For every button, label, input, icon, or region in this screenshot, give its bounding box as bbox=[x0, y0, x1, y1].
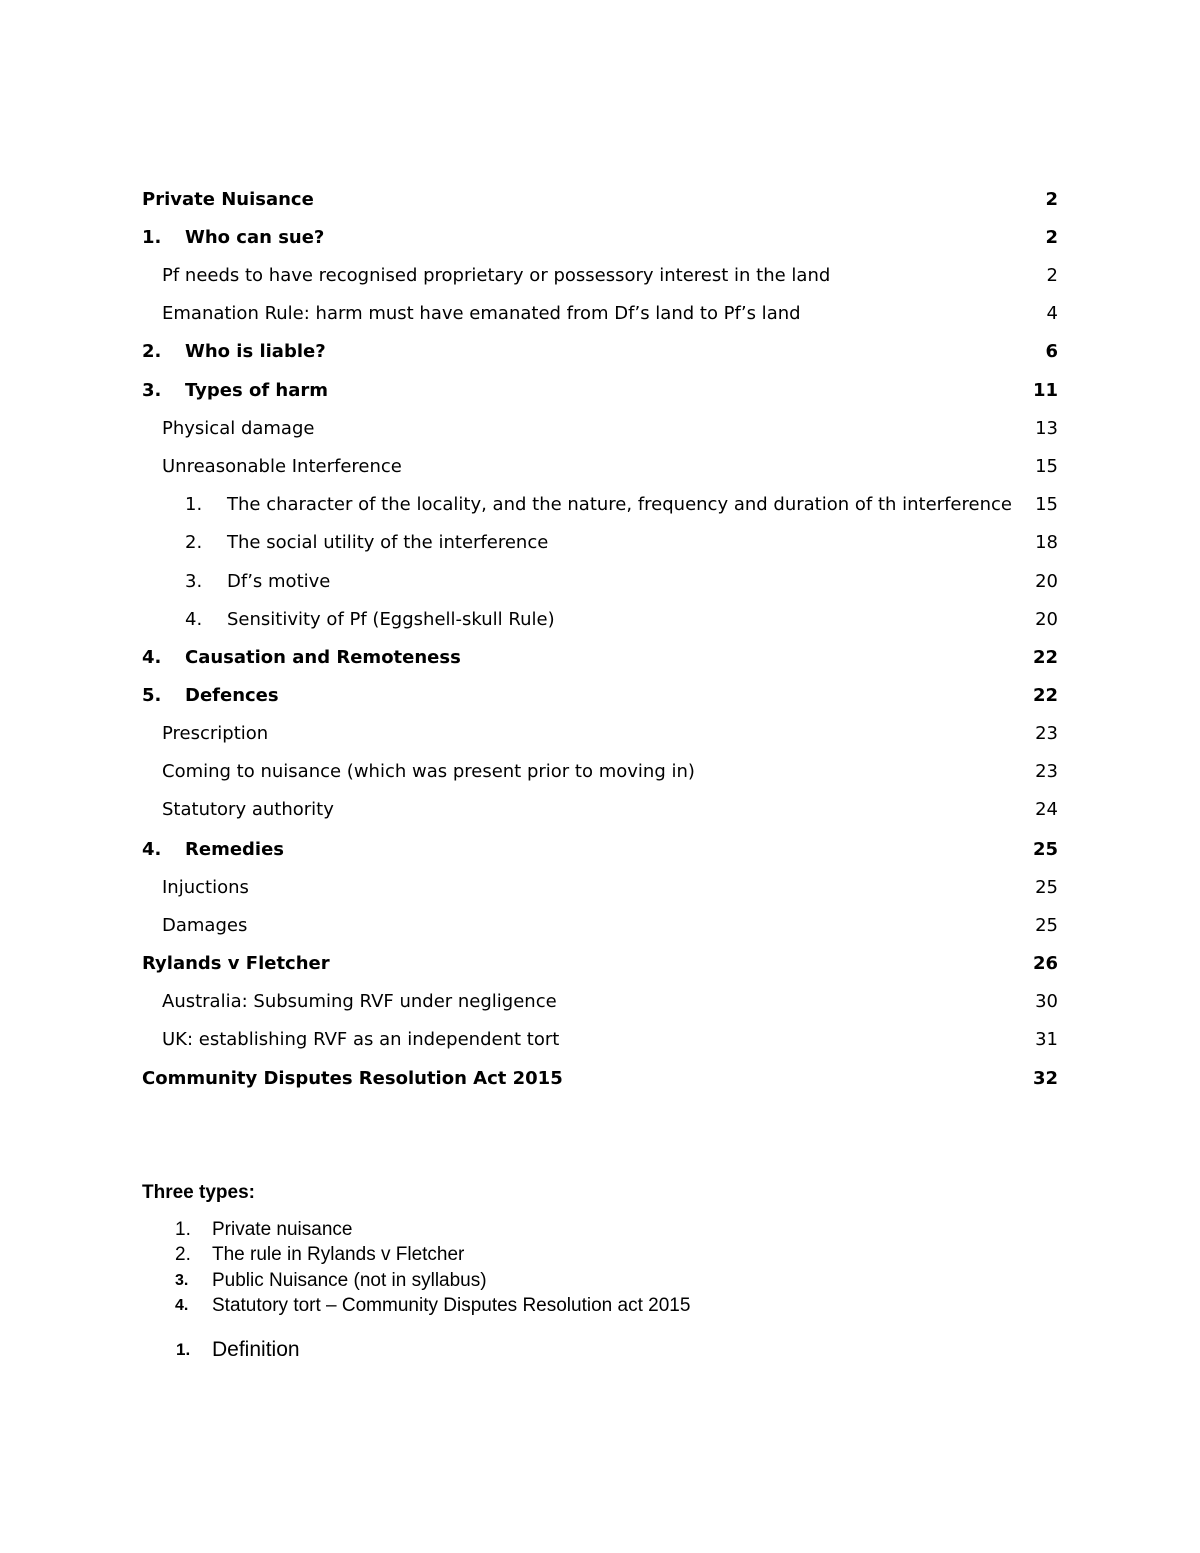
toc-entry[interactable] bbox=[0, 681, 1058, 711]
toc-entry[interactable] bbox=[0, 873, 1058, 903]
toc-entry-page-number: 15 bbox=[1035, 456, 1058, 477]
toc-entry-title: Damages bbox=[162, 915, 248, 936]
toc-entry-page-number: 2 bbox=[1045, 189, 1058, 210]
toc-entry-number: 2. bbox=[142, 341, 162, 362]
toc-entry-title: Statutory authority bbox=[162, 799, 334, 820]
toc-entry-page-number: 25 bbox=[1035, 877, 1058, 898]
toc-entry[interactable] bbox=[0, 605, 1058, 635]
toc-entry-title: Private Nuisance bbox=[142, 189, 314, 210]
toc-entry[interactable] bbox=[0, 337, 1058, 367]
toc-entry-title: Sensitivity of Pf (Eggshell-skull Rule) bbox=[227, 609, 555, 630]
toc-entry[interactable] bbox=[0, 1064, 1058, 1094]
toc-entry-title: Who is liable? bbox=[185, 341, 326, 362]
types-list-number: 2. bbox=[175, 1244, 191, 1265]
toc-entry-title: Remedies bbox=[185, 839, 285, 860]
toc-entry-page-number: 24 bbox=[1035, 799, 1058, 820]
types-list-text: Public Nuisance (not in syllabus) bbox=[212, 1270, 487, 1291]
toc-entry-page-number: 31 bbox=[1035, 1029, 1058, 1050]
toc-entry-page-number: 25 bbox=[1035, 915, 1058, 936]
toc-entry-title: Types of harm bbox=[185, 380, 329, 401]
toc-entry-page-number: 22 bbox=[1032, 647, 1058, 668]
toc-entry-title: Coming to nuisance (which was present prior to moving in) bbox=[162, 761, 695, 782]
toc-entry-page-number: 11 bbox=[1032, 380, 1058, 401]
toc-entry-number: 4. bbox=[185, 609, 203, 630]
toc-entry-number: 1. bbox=[185, 494, 203, 515]
toc-entry[interactable] bbox=[0, 261, 1058, 291]
toc-entry[interactable] bbox=[0, 376, 1058, 406]
types-list-text: The rule in Rylands v Fletcher bbox=[212, 1244, 465, 1265]
toc-entry[interactable] bbox=[0, 949, 1058, 979]
toc-entry[interactable] bbox=[0, 414, 1058, 444]
toc-entry-title: The character of the locality, and the nature, frequency and duration of th interference bbox=[227, 494, 1012, 515]
types-list-number: 4. bbox=[175, 1297, 189, 1314]
toc-entry-number: 1. bbox=[142, 227, 162, 248]
types-list-number: 3. bbox=[175, 1272, 189, 1289]
types-heading: Three types: bbox=[142, 1182, 255, 1203]
toc-entry-title: Prescription bbox=[162, 723, 269, 744]
toc-entry-number: 3. bbox=[185, 571, 203, 592]
toc-entry-title: Emanation Rule: harm must have emanated from Df’s land to Pf’s land bbox=[162, 303, 801, 324]
toc-entry-number: 2. bbox=[185, 532, 203, 553]
toc-entry-title: Australia: Subsuming RVF under negligence bbox=[162, 991, 557, 1012]
toc-entry[interactable] bbox=[0, 911, 1058, 941]
toc-entry-page-number: 4 bbox=[1046, 303, 1058, 324]
toc-entry[interactable] bbox=[0, 299, 1058, 329]
toc-entry-title: Injuctions bbox=[162, 877, 249, 898]
toc-entry-page-number: 13 bbox=[1035, 418, 1058, 439]
toc-entry[interactable] bbox=[0, 452, 1058, 482]
toc-entry-page-number: 23 bbox=[1035, 723, 1058, 744]
toc-entry-title: Community Disputes Resolution Act 2015 bbox=[142, 1068, 563, 1089]
toc-entry-page-number: 2 bbox=[1046, 265, 1058, 286]
types-list-text: Private nuisance bbox=[212, 1219, 353, 1240]
types-list-number: 1. bbox=[175, 1219, 191, 1240]
toc-entry-page-number: 30 bbox=[1035, 991, 1058, 1012]
toc-entry-page-number: 15 bbox=[1035, 494, 1058, 515]
toc-entry-page-number: 22 bbox=[1032, 685, 1058, 706]
toc-entry[interactable] bbox=[0, 987, 1058, 1017]
toc-entry-title: Causation and Remoteness bbox=[185, 647, 461, 668]
toc-entry-title: Unreasonable Interference bbox=[162, 456, 402, 477]
toc-entry-title: Who can sue? bbox=[185, 227, 325, 248]
toc-entry-page-number: 25 bbox=[1032, 839, 1058, 860]
toc-entry-number: 3. bbox=[142, 380, 162, 401]
toc-entry-page-number: 32 bbox=[1032, 1068, 1058, 1089]
toc-entry[interactable] bbox=[0, 185, 1058, 215]
toc-entry[interactable] bbox=[0, 719, 1058, 749]
types-list-text: Statutory tort – Community Disputes Resolution act 2015 bbox=[212, 1295, 691, 1316]
toc-entry-title: UK: establishing RVF as an independent tort bbox=[162, 1029, 560, 1050]
toc-entry-title: Pf needs to have recognised proprietary or possessory interest in the land bbox=[162, 265, 831, 286]
toc-entry[interactable] bbox=[0, 490, 1058, 520]
toc-entry-page-number: 6 bbox=[1045, 341, 1058, 362]
toc-entry[interactable] bbox=[0, 835, 1058, 865]
toc-entry[interactable] bbox=[0, 1025, 1058, 1055]
toc-entry-page-number: 26 bbox=[1032, 953, 1058, 974]
toc-entry-title: Defences bbox=[185, 685, 279, 706]
toc-entry[interactable] bbox=[0, 795, 1058, 825]
toc-entry-title: Physical damage bbox=[162, 418, 315, 439]
toc-entry-number: 4. bbox=[142, 839, 162, 860]
toc-entry-number: 5. bbox=[142, 685, 162, 706]
toc-entry-page-number: 20 bbox=[1035, 571, 1058, 592]
definition-text: Definition bbox=[212, 1338, 300, 1361]
toc-entry[interactable] bbox=[0, 567, 1058, 597]
toc-entry[interactable] bbox=[0, 757, 1058, 787]
toc-entry-title: Rylands v Fletcher bbox=[142, 953, 330, 974]
toc-entry-page-number: 2 bbox=[1045, 227, 1058, 248]
toc-entry-page-number: 20 bbox=[1035, 609, 1058, 630]
toc-entry-page-number: 23 bbox=[1035, 761, 1058, 782]
toc-entry-number: 4. bbox=[142, 647, 162, 668]
toc-entry-page-number: 18 bbox=[1035, 532, 1058, 553]
toc-entry-title: Df’s motive bbox=[227, 571, 331, 592]
toc-entry[interactable] bbox=[0, 528, 1058, 558]
toc-entry[interactable] bbox=[0, 223, 1058, 253]
toc-entry[interactable] bbox=[0, 643, 1058, 673]
toc-entry-title: The social utility of the interference bbox=[227, 532, 549, 553]
definition-number: 1. bbox=[176, 1340, 191, 1359]
